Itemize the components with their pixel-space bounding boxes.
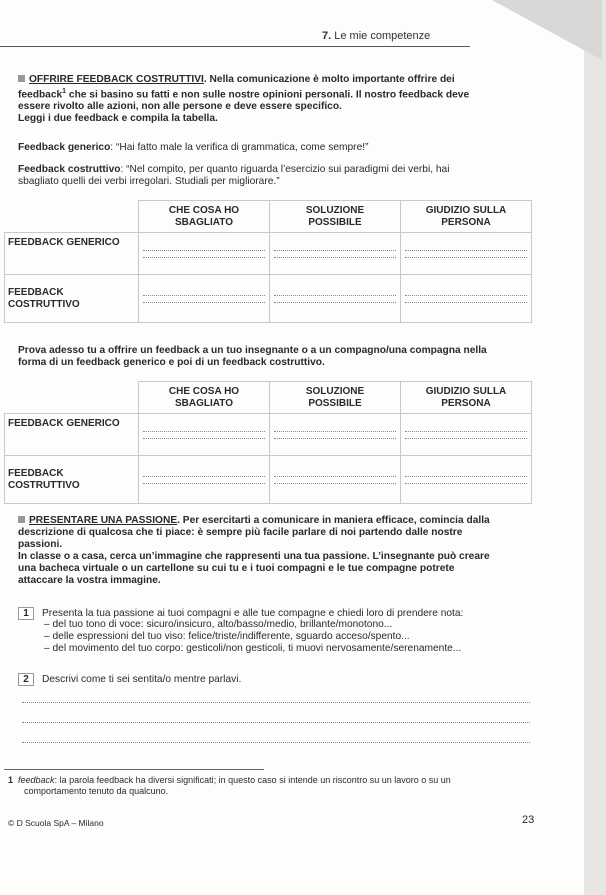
chapter-number: 7. <box>322 30 332 42</box>
section1-instruction: Leggi i due feedback e compila la tabella. <box>18 113 218 125</box>
generic-feedback-example <box>18 142 368 154</box>
constructive-label: Feedback costruttivo <box>18 164 121 175</box>
constructive-feedback-example <box>18 164 449 188</box>
section2-task-line2: una bacheca virtuale o un cartellone su cui tu e i tuoi compagni e le tue compagne potrete <box>18 563 455 574</box>
step1-items <box>44 619 461 655</box>
section2-intro-line1: . Per esercitarti a comunicare in maniera efficace, comincia dalla <box>177 515 490 526</box>
col-header-judgement: GIUDIZIO SULLA PERSONA <box>401 201 532 233</box>
section2-heading: PRESENTARE UNA PASSIONE <box>29 515 178 526</box>
col-header-mistake: CHE COSA HO SBAGLIATO <box>139 201 270 233</box>
copyright: © D Scuola SpA – Milano <box>8 818 104 828</box>
footnote-text-line1: : la parola feedback ha diversi significati; in questo caso si intende un riscontro su un lavoro o su un <box>54 775 451 785</box>
table-cell[interactable] <box>139 233 270 275</box>
footnote-term: feedback <box>18 775 55 785</box>
section1b-line2: forma di un feedback generico e poi di un feedback costruttivo. <box>18 357 325 368</box>
answer-line[interactable] <box>22 722 530 723</box>
square-bullet-icon <box>18 75 25 82</box>
table-cell[interactable] <box>270 414 401 456</box>
table-cell[interactable] <box>401 275 532 323</box>
row-header-constructive: FEEDBACK COSTRUTTIVO <box>5 275 139 323</box>
col-header-judgement: GIUDIZIO SULLA PERSONA <box>401 382 532 414</box>
table-cell[interactable] <box>139 275 270 323</box>
table-corner <box>5 201 139 233</box>
constructive-text-line1: : “Nel compito, per quanto riguarda l’esercizio sui paradigmi dei verbi, hai <box>120 164 450 175</box>
table-cell[interactable] <box>401 233 532 275</box>
col-header-solution: SOLUZIONE POSSIBILE <box>270 201 401 233</box>
section1-intro-line2: che si basino su fatti e non sulle nostre opinioni personali. Il nostro feedback deve <box>66 89 470 101</box>
section1-intro <box>18 74 469 125</box>
row-header-generic: FEEDBACK GENERICO <box>5 233 139 275</box>
step2-text: Descrivi come ti sei sentita/o mentre parlavi. <box>42 674 242 685</box>
header-rule <box>0 46 470 47</box>
row-header-generic: FEEDBACK GENERICO <box>5 414 139 456</box>
table-cell[interactable] <box>270 233 401 275</box>
section1-heading: OFFRIRE FEEDBACK COSTRUTTIVI <box>29 74 204 85</box>
section2-intro-line3: passioni. <box>18 539 63 550</box>
table-cell[interactable] <box>401 456 532 504</box>
section2-intro <box>18 515 490 587</box>
feedback-term: feedback <box>18 89 63 101</box>
step1-text: Presenta la tua passione ai tuoi compagni e alle tue compagne e chiedi loro di prendere nota: <box>42 608 464 619</box>
list-item: – del movimento del tuo corpo: gesticoli/non gesticoli, ti muovi nervosamente/serenamente... <box>44 643 462 654</box>
square-bullet-icon <box>18 516 25 523</box>
table-cell[interactable] <box>401 414 532 456</box>
step-number: 2 <box>18 673 34 686</box>
feedback-table-2 <box>4 381 532 504</box>
list-item: – del tuo tono di voce: sicuro/insicuro, alto/basso/medio, brillante/monotono... <box>44 619 393 630</box>
col-header-mistake: CHE COSA HO SBAGLIATO <box>139 382 270 414</box>
table-cell[interactable] <box>270 456 401 504</box>
footnote-text-line2: comportamento tenuto da qualcuno. <box>24 786 169 796</box>
constructive-text-line2: sbagliato quelli dei verbi irregolari. Studiali per migliorare.” <box>18 176 280 187</box>
footnote-rule <box>4 769 264 770</box>
table-cell[interactable] <box>139 414 270 456</box>
generic-text: : “Hai fatto male la verifica di grammatica, come sempre!” <box>110 142 369 153</box>
feedback-table-1 <box>4 200 532 323</box>
step-2 <box>18 673 241 686</box>
table-cell[interactable] <box>139 456 270 504</box>
answer-line[interactable] <box>22 702 530 703</box>
footnote-ref: 1 <box>62 88 67 95</box>
section2-intro-line2: descrizione di qualcosa che ti piace: è sempre più facile parlare di noi partendo dalle nostre <box>18 527 463 538</box>
footnote <box>8 775 451 797</box>
section2-task-line1: In classe o a casa, cerca un’immagine che rappresenti una tua passione. L’insegnante può creare <box>18 551 490 562</box>
step-number: 1 <box>18 607 34 620</box>
chapter-header <box>322 30 430 42</box>
page-curl <box>492 0 602 60</box>
section1-intro-line3: essere rivolto alle azioni, non alle persone e deve essere specifico. <box>18 101 342 113</box>
answer-line[interactable] <box>22 742 530 743</box>
section2-task-line3: attaccare la vostra immagine. <box>18 575 161 586</box>
footnote-number: 1 <box>8 775 14 785</box>
page-edge <box>584 0 606 895</box>
chapter-title: Le mie competenze <box>334 30 431 42</box>
table-corner <box>5 382 139 414</box>
page-number: 23 <box>522 814 535 826</box>
table-cell[interactable] <box>270 275 401 323</box>
row-header-constructive: FEEDBACK COSTRUTTIVO <box>5 456 139 504</box>
section1b-line1: Prova adesso tu a offrire un feedback a un tuo insegnante o a un compagno/una compagna nella <box>18 345 487 356</box>
section1b-instruction <box>18 345 487 369</box>
list-item: – delle espressioni del tuo viso: felice/triste/indifferente, sguardo acceso/spento... <box>44 631 410 642</box>
col-header-solution: SOLUZIONE POSSIBILE <box>270 382 401 414</box>
generic-label: Feedback generico <box>18 142 111 153</box>
section1-intro-line1: . Nella comunicazione è molto importante offrire dei <box>203 74 455 85</box>
